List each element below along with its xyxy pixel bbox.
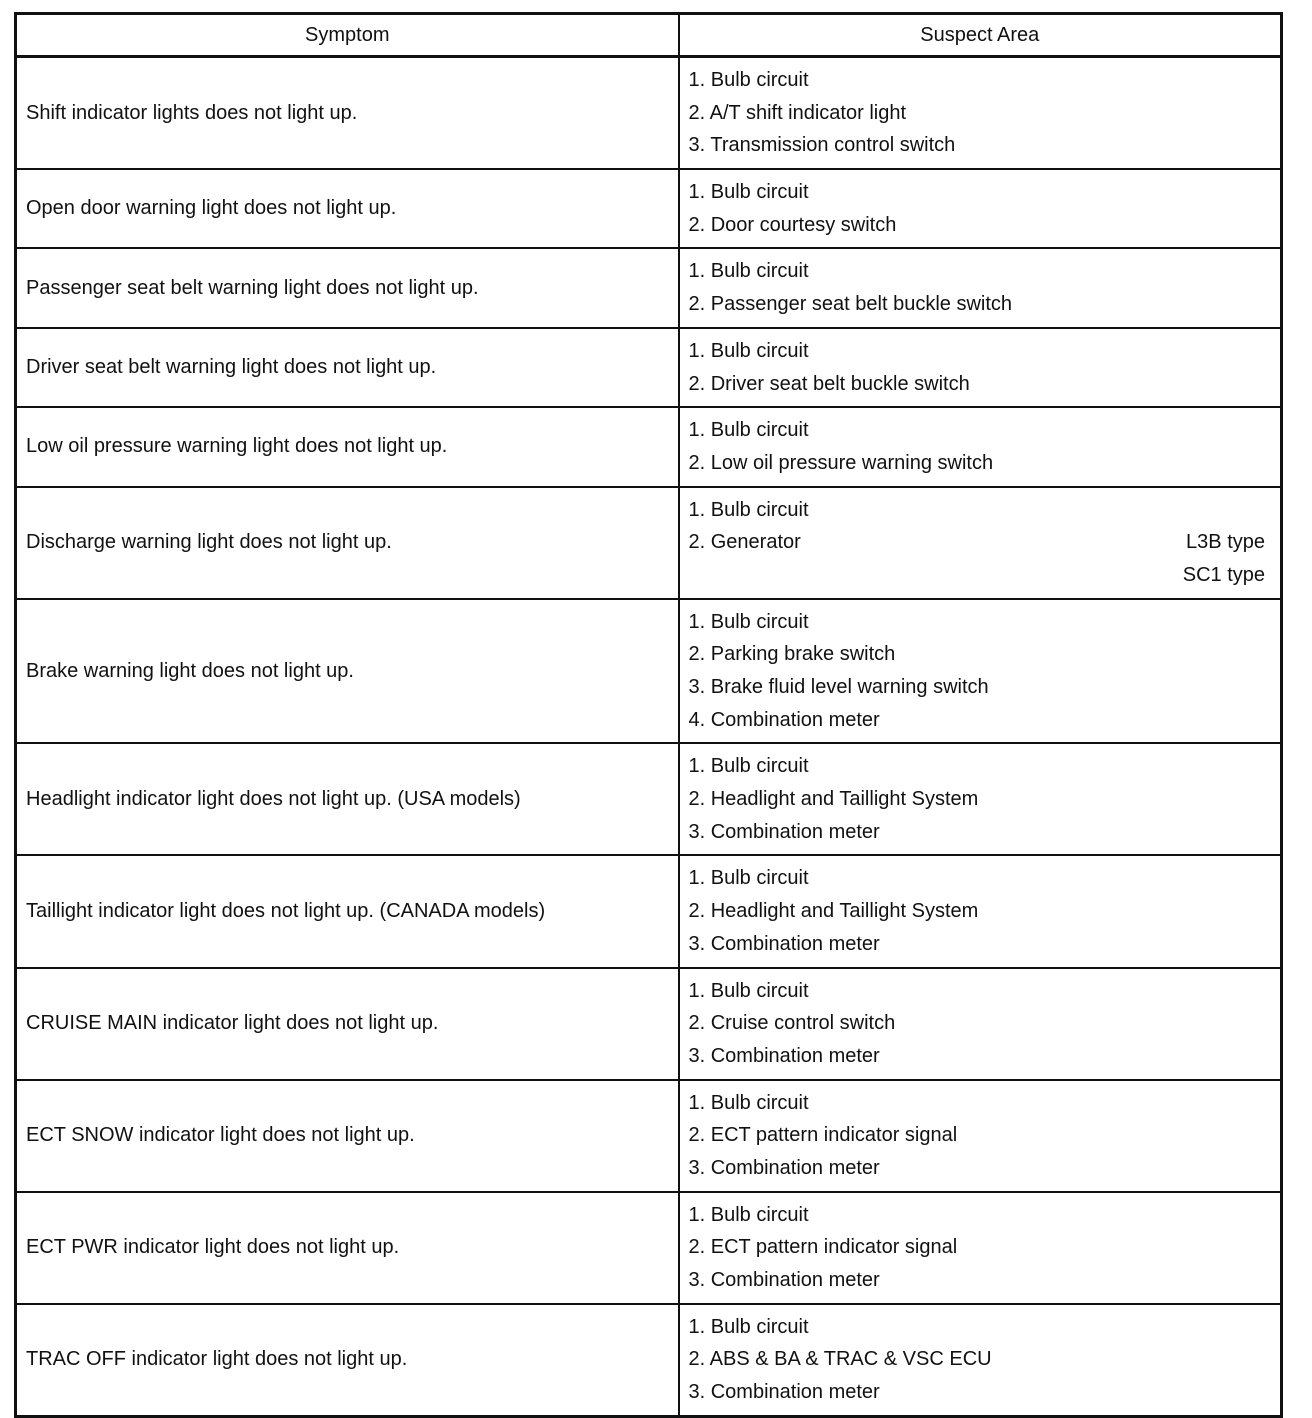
symptom-cell: Brake warning light does not light up. xyxy=(16,599,679,744)
suspect-area-cell xyxy=(679,599,1282,744)
suspect-area-item xyxy=(689,176,1266,209)
suspect-area-item-text: 2. ABS & BA & TRAC & VSC ECU xyxy=(688,1348,992,1371)
suspect-area-item xyxy=(689,704,1266,737)
symptom-cell: ECT SNOW indicator light does not light up. xyxy=(16,1080,679,1192)
suspect-area-item-text: 1. Bulb circuit xyxy=(688,610,809,633)
suspect-area-item xyxy=(689,494,1266,527)
symptom-cell: Open door warning light does not light up. xyxy=(16,169,679,248)
table-row xyxy=(16,1192,1282,1304)
suspect-area-item-note: L3B type xyxy=(1186,531,1265,554)
symptom-cell: Discharge warning light does not light up. xyxy=(16,487,679,599)
suspect-area-item xyxy=(689,895,1266,928)
suspect-area-item xyxy=(689,1376,1266,1409)
suspect-area-item-text: 2. Door courtesy switch xyxy=(688,213,897,236)
suspect-area-item-text: 2. ECT pattern indicator signal xyxy=(688,1124,958,1147)
suspect-area-item xyxy=(689,288,1266,321)
suspect-area-item-text: 2. Generator xyxy=(688,531,801,554)
symptom-table xyxy=(14,12,1283,1418)
table-row xyxy=(16,743,1282,855)
table-row xyxy=(16,968,1282,1080)
suspect-area-item xyxy=(689,750,1266,783)
suspect-area-item xyxy=(689,526,1266,559)
table-row xyxy=(16,169,1282,248)
suspect-area-item-text: 3. Combination meter xyxy=(688,1156,880,1179)
suspect-area-item xyxy=(689,606,1266,639)
suspect-area-item-text: 2. Parking brake switch xyxy=(688,643,896,666)
suspect-area-item-text: 1. Bulb circuit xyxy=(688,867,809,890)
suspect-area-cell xyxy=(679,169,1282,248)
suspect-area-item xyxy=(689,1311,1266,1344)
suspect-area-item-text: 1. Bulb circuit xyxy=(688,260,809,283)
suspect-area-item-text: 3. Transmission control switch xyxy=(688,134,956,157)
table-row xyxy=(16,1080,1282,1192)
suspect-area-item xyxy=(689,1199,1266,1232)
suspect-area-item xyxy=(689,1087,1266,1120)
suspect-area-item-text: 3. Combination meter xyxy=(688,820,880,843)
suspect-area-item-text: 3. Combination meter xyxy=(688,1044,880,1067)
suspect-area-cell xyxy=(679,407,1282,486)
suspect-area-column-header: Suspect Area xyxy=(679,14,1282,57)
suspect-area-item-text: 1. Bulb circuit xyxy=(688,1203,809,1226)
suspect-area-item xyxy=(689,1007,1266,1040)
suspect-area-item xyxy=(689,783,1266,816)
suspect-area-item-text: 4. Combination meter xyxy=(688,708,880,731)
table-row xyxy=(16,57,1282,170)
suspect-area-item xyxy=(689,638,1266,671)
symptom-cell: TRAC OFF indicator light does not light up. xyxy=(16,1304,679,1417)
suspect-area-item xyxy=(689,975,1266,1008)
symptom-cell: Taillight indicator light does not light up. (CANADA models) xyxy=(16,855,679,967)
table-body xyxy=(16,57,1282,1417)
symptom-cell: Shift indicator lights does not light up. xyxy=(16,57,679,170)
symptom-cell: CRUISE MAIN indicator light does not light up. xyxy=(16,968,679,1080)
suspect-area-item xyxy=(689,97,1266,130)
symptom-cell: Passenger seat belt warning light does not light up. xyxy=(16,248,679,327)
table-row xyxy=(16,599,1282,744)
suspect-area-item-text: 1. Bulb circuit xyxy=(688,181,809,204)
suspect-area-item xyxy=(689,255,1266,288)
suspect-area-cell xyxy=(679,743,1282,855)
suspect-area-item xyxy=(689,129,1266,162)
suspect-area-item xyxy=(689,1040,1266,1073)
suspect-area-cell xyxy=(679,1304,1282,1417)
suspect-area-item-text: 3. Brake fluid level warning switch xyxy=(688,676,989,698)
suspect-area-item xyxy=(689,64,1266,97)
table-row xyxy=(16,1304,1282,1417)
suspect-area-item-text: 3. Combination meter xyxy=(688,1381,880,1404)
suspect-area-item-text: 1. Bulb circuit xyxy=(688,69,809,91)
suspect-area-item xyxy=(689,1343,1266,1376)
suspect-area-cell xyxy=(679,328,1282,407)
suspect-area-item xyxy=(689,1152,1266,1185)
suspect-area-item xyxy=(689,671,1266,704)
suspect-area-cell xyxy=(679,855,1282,967)
suspect-area-item-text: 1. Bulb circuit xyxy=(688,498,809,521)
symptom-cell: Driver seat belt warning light does not light up. xyxy=(16,328,679,407)
suspect-area-item-text: 2. Driver seat belt buckle switch xyxy=(688,372,970,395)
suspect-area-item-text: 2. Low oil pressure warning switch xyxy=(688,451,994,474)
suspect-area-item-text: 1. Bulb circuit xyxy=(688,1315,809,1338)
suspect-area-cell xyxy=(679,57,1282,170)
suspect-area-item xyxy=(689,414,1266,447)
symptom-cell: Headlight indicator light does not light up. (USA models) xyxy=(16,743,679,855)
suspect-area-item-text: 2. ECT pattern indicator signal xyxy=(688,1236,958,1259)
suspect-area-item-text: 1. Bulb circuit xyxy=(688,339,809,362)
table-row xyxy=(16,248,1282,327)
suspect-area-item-text: 2. Headlight and Taillight System xyxy=(688,900,979,923)
suspect-area-item-text: 1. Bulb circuit xyxy=(688,1091,809,1114)
suspect-area-item xyxy=(689,209,1266,242)
table-row xyxy=(16,328,1282,407)
suspect-area-item-text: 2. Headlight and Taillight System xyxy=(688,788,979,811)
suspect-area-item xyxy=(689,1264,1266,1297)
suspect-area-item xyxy=(689,1119,1266,1152)
suspect-area-item xyxy=(689,559,1266,592)
suspect-area-cell xyxy=(679,487,1282,599)
symptom-cell: ECT PWR indicator light does not light up. xyxy=(16,1192,679,1304)
suspect-area-item xyxy=(689,447,1266,480)
suspect-area-item-text: 1. Bulb circuit xyxy=(688,979,809,1002)
table-header-row xyxy=(16,14,1282,57)
suspect-area-item xyxy=(689,335,1266,368)
symptom-column-header: Symptom xyxy=(16,14,679,57)
suspect-area-item xyxy=(689,928,1266,961)
suspect-area-item xyxy=(689,862,1266,895)
suspect-area-item-text: 1. Bulb circuit xyxy=(688,419,809,442)
suspect-area-cell xyxy=(679,1080,1282,1192)
suspect-area-item xyxy=(689,1231,1266,1264)
table-row xyxy=(16,487,1282,599)
suspect-area-item xyxy=(689,368,1266,401)
suspect-area-item-note: SC1 type xyxy=(1182,563,1265,586)
suspect-area-cell xyxy=(679,248,1282,327)
table-row xyxy=(16,407,1282,486)
suspect-area-item-text: 1. Bulb circuit xyxy=(688,755,809,778)
suspect-area-cell xyxy=(679,1192,1282,1304)
table-row xyxy=(16,855,1282,967)
symptom-cell: Low oil pressure warning light does not light up. xyxy=(16,407,679,486)
suspect-area-item xyxy=(689,816,1266,849)
suspect-area-item-text: 2. Cruise control switch xyxy=(688,1012,896,1035)
suspect-area-item-text: 3. Combination meter xyxy=(688,1269,880,1291)
suspect-area-item-text: 2. Passenger seat belt buckle switch xyxy=(688,293,1013,316)
suspect-area-item-text: 3. Combination meter xyxy=(688,932,880,955)
suspect-area-item-text: 2. A/T shift indicator light xyxy=(688,101,907,124)
suspect-area-cell xyxy=(679,968,1282,1080)
